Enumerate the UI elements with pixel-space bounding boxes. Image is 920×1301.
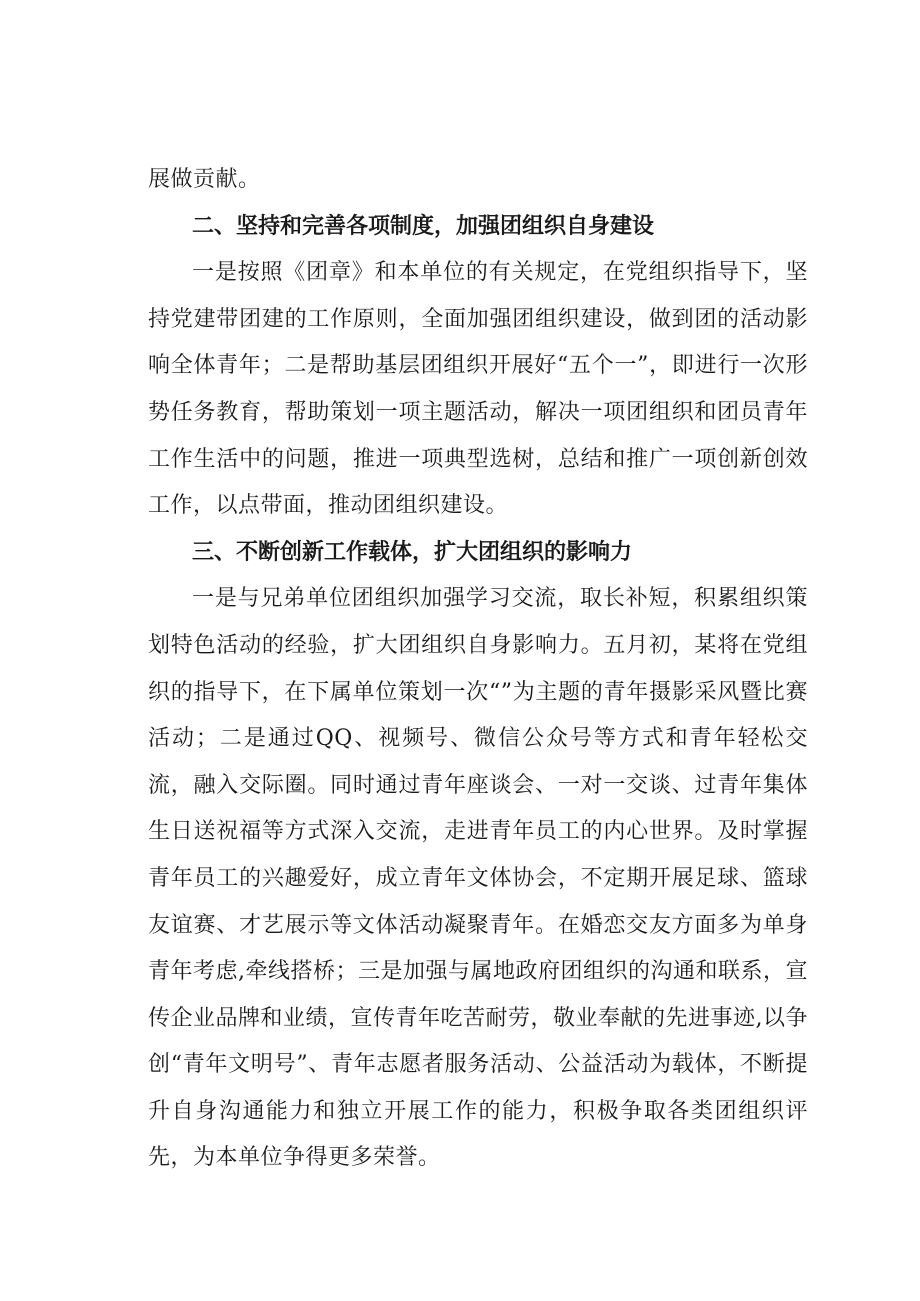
document-body [148,157,808,1182]
section-heading-2: 二、坚持和完善各项制度，加强团组织自身建设 [192,213,655,239]
section-heading-3: 三、不断创新工作载体，扩大团组织的影响力 [192,539,633,565]
section-body-2: 一是按照《团章》和本单位的有关规定，在党组织指导下，坚持党建带团建的工作原则，全面加强团组织建设，做到团的活动影响全体青年；二是帮助基层团组织开展好“五个一”，即进行一次形势任务教育，帮助策划一项主题活动，解决一项团组织和团员青年工作生活中的问题，推进一项典型选树，总结和推广一项创新创效工作，以点带面，推动团组织建设。 [148,260,808,519]
continuation-paragraph: 展做贡献。 [148,167,261,192]
section-body-3: 一是与兄弟单位团组织加强学习交流，取长补短，积累组织策划特色活动的经验，扩大团组织自身影响力。五月初，某将在党组织的指导下，在下属单位策划一次“”为主题的青年摄影采风暨比赛活动；二是通过QQ、视频号、微信公众号等方式和青年轻松交流，融入交际圈。同时通过青年座谈会、一对一交谈、过青年集体生日送祝福等方式深入交流，走进青年员工的内心世界。及时掌握青年员工的兴趣爱好，成立青年文体协会，不定期开展足球、篮球友谊赛、才艺展示等文体活动凝聚青年。在婚恋交友方面多为单身青年考虑,牵线搭桥；三是加强与属地政府团组织的沟通和联系，宣传企业品牌和业绩，宣传青年吃苦耐劳，敬业奉献的先进事迹,以争创“青年文明号”、青年志愿者服务活动、公益活动为载体，不断提升自身沟通能力和独立开展工作的能力，积极争取各类团组织评先，为本单位争得更多荣誉。 [148,586,808,1171]
